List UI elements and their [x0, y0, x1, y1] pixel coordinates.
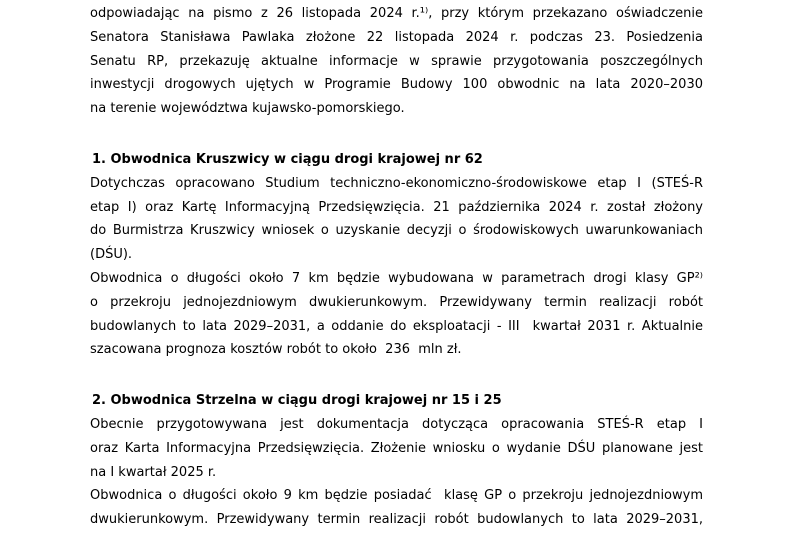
text-line: do Burmistrza Kruszwicy wniosek o uzyskanie decyzji o środowiskowych uwarunkowaniach: [90, 223, 703, 239]
text-line: budowlanych to lata 2029–2031, a oddanie do eksploatacji - III kwartał 2031 r. Aktualnie: [90, 318, 703, 334]
section-1-paragraph-1: [90, 172, 703, 267]
text-line: Dotychczas opracowano Studium techniczno-ekonomiczno-środowiskowe etap I (STEŚ-R: [90, 175, 703, 191]
text-line: inwestycji drogowych ujętych w Programie Budowy 100 obwodnic na lata 2020–2030: [90, 77, 703, 93]
intro-paragraph: [90, 2, 703, 121]
text-line: Obecnie przygotowywana jest dokumentacja dotycząca opracowania STEŚ-R etap I: [90, 416, 703, 432]
text-line: szacowana prognoza kosztów robót to około 236 mln zł.: [90, 342, 462, 358]
section-1-paragraph-2: [90, 267, 703, 362]
text-line: Senatora Stanisława Pawlaka złożone 22 listopada 2024 r. podczas 23. Posiedzenia: [90, 29, 703, 45]
text-line: etap I) oraz Kartę Informacyjną Przedsięwzięcia. 21 października 2024 r. został złożony: [90, 199, 703, 215]
text-line: (DŚU).: [90, 247, 133, 263]
text-line: dwukierunkowym. Przewidywany termin realizacji robót budowlanych to lata 2029–2031,: [90, 512, 703, 528]
document-content: [90, 2, 703, 532]
text-line: na I kwartał 2025 r.: [90, 464, 217, 480]
text-line: Obwodnica o długości około 9 km będzie posiadać klasę GP o przekroju jednojezdniowym: [90, 488, 703, 504]
text-line: oraz Karta Informacyjna Przedsięwzięcia. Złożenie wniosku o wydanie DŚU planowane jest: [90, 440, 703, 456]
section-1-heading: 1. Obwodnica Kruszwicy w ciągu drogi krajowej nr 62: [92, 151, 483, 167]
text-line: odpowiadając na pismo z 26 listopada 2024 r.¹⁾, przy którym przekazano oświadczenie: [90, 6, 703, 21]
text-line: Obwodnica o długości około 7 km będzie wybudowana w parametrach drogi klasy GP²⁾: [90, 270, 703, 286]
section-2-paragraph-2: [90, 484, 703, 532]
section-2-paragraph-1: [90, 413, 703, 484]
text-line: o przekroju jednojezdniowym dwukierunkowym. Przewidywany termin realizacji robót: [90, 294, 703, 310]
text-line: Senatu RP, przekazuję aktualne informacje w sprawie przygotowania poszczególnych: [90, 53, 703, 69]
section-2-heading: 2. Obwodnica Strzelna w ciągu drogi krajowej nr 15 i 25: [92, 393, 502, 409]
text-line: na terenie województwa kujawsko-pomorskiego.: [90, 101, 405, 117]
